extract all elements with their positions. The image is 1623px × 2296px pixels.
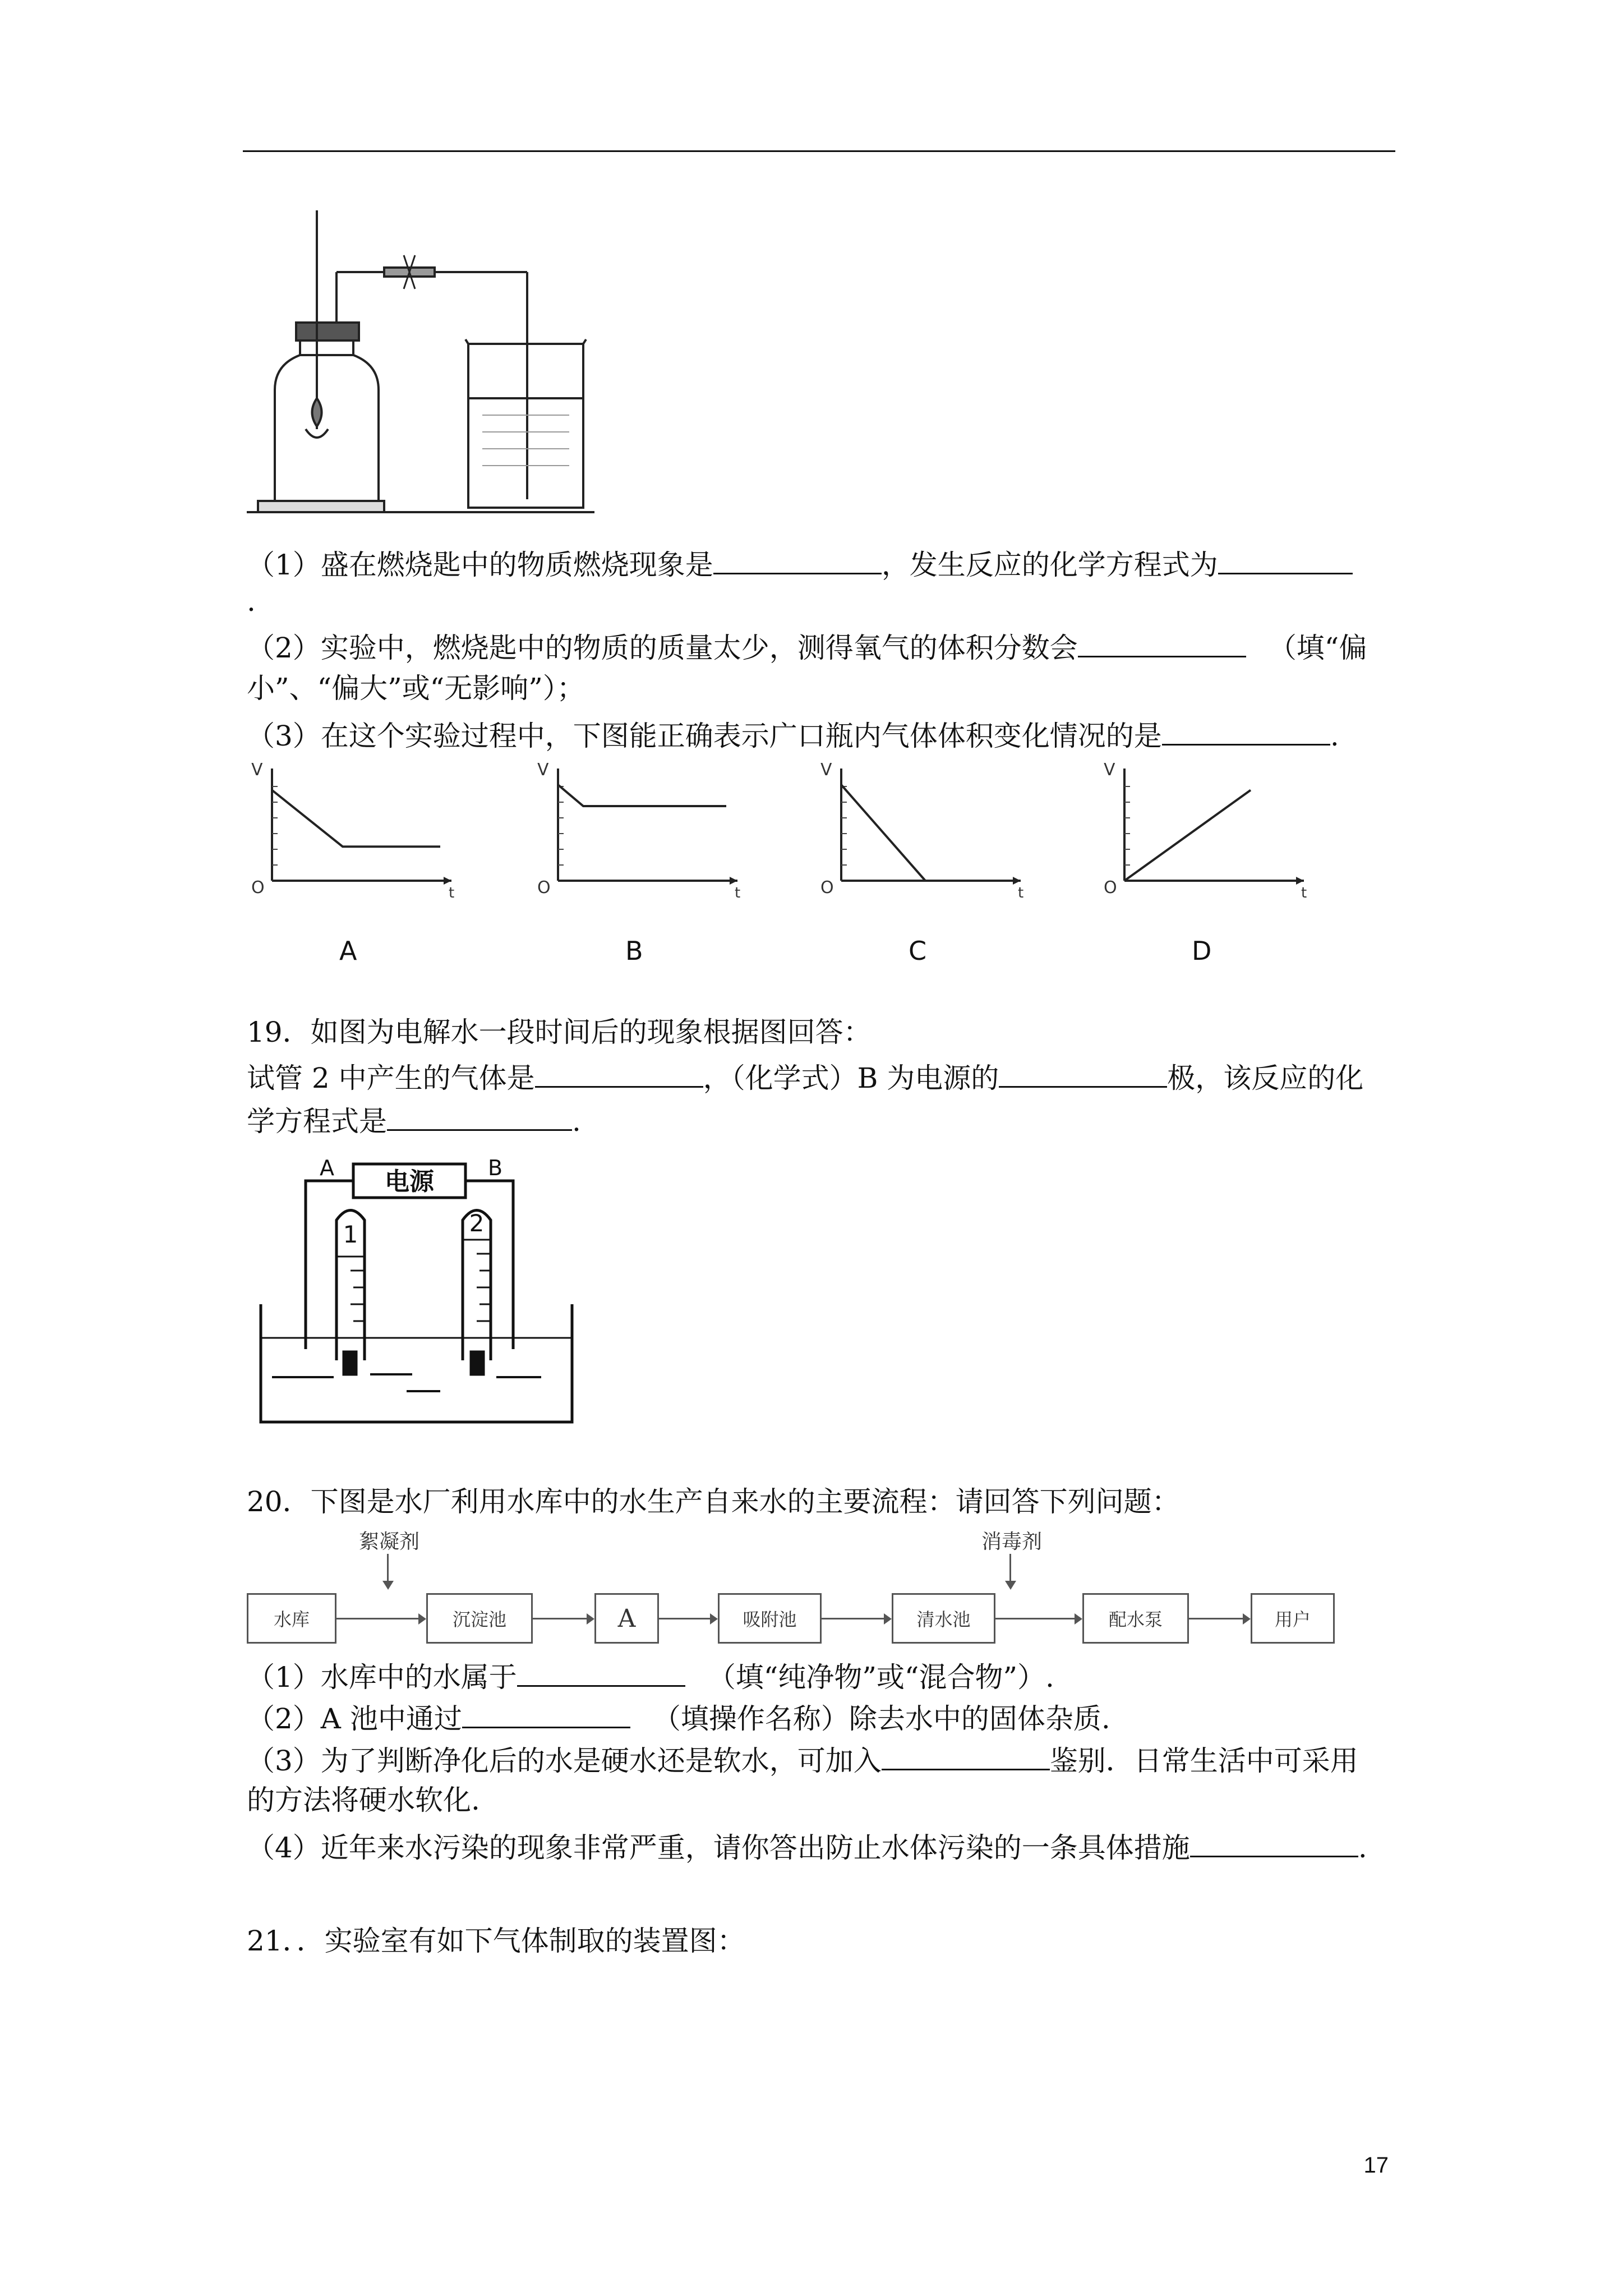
q20-p1-blank[interactable] — [517, 1660, 685, 1687]
q18-p2-text-b: （填“偏 — [1268, 632, 1367, 664]
flow-box-6: 用户 — [1251, 1593, 1335, 1644]
page-number: 17 — [1363, 2153, 1389, 2178]
q20-p2-text-a: （2）A 池中通过 — [247, 1703, 462, 1735]
series-line — [558, 785, 726, 806]
electrolysis-figure — [250, 1158, 586, 1433]
flow-arrow — [995, 1618, 1076, 1619]
q18-p1-blank-2[interactable] — [1218, 548, 1353, 574]
water-treatment-flow — [247, 1526, 1368, 1649]
q18-p3-text-b: . — [1330, 720, 1339, 752]
flow-agent-arrow-head — [1005, 1581, 1016, 1590]
origin-label: O — [537, 878, 551, 898]
power-label: 电源 — [385, 1167, 434, 1196]
q20-p2-blank[interactable] — [462, 1702, 630, 1728]
flow-arrow-head — [1075, 1613, 1082, 1625]
q20-part3 — [247, 1743, 1402, 1779]
chart-label-A: A — [339, 936, 357, 966]
q19-text-3b: . — [572, 1105, 581, 1138]
q20-p3-text-a: （3）为了判断净化后的水是硬水还是软水，可加入 — [247, 1745, 882, 1777]
q20-part4 — [247, 1830, 1402, 1866]
q18-p2-text-a: （2）实验中，燃烧匙中的物质的质量太少，测得氧气的体积分数会 — [247, 632, 1078, 664]
q20-p4-text-b: . — [1358, 1832, 1367, 1864]
y-axis-label: V — [820, 763, 832, 780]
q19-line2 — [247, 1060, 1402, 1096]
q20-text-1: 20．下图是水厂利用水库中的水生产自来水的主要流程：请回答下列问题： — [247, 1485, 1180, 1518]
q18-part1-end — [247, 583, 1402, 619]
flow-arrow — [659, 1618, 711, 1619]
terminal-a-label: A — [320, 1158, 334, 1180]
flow-arrow-head — [710, 1613, 718, 1625]
rubber-stopper — [296, 323, 359, 341]
x-axis-label: t — [449, 885, 455, 901]
q20-p1-text-a: （1）水库中的水属于 — [247, 1661, 517, 1694]
q19-line1 — [247, 1014, 1402, 1050]
water-trough — [261, 1304, 572, 1422]
combustion-spoon — [306, 429, 328, 438]
q19-blank-3[interactable] — [387, 1105, 572, 1131]
flow-arrow — [533, 1618, 588, 1619]
x-axis-arrow — [730, 877, 737, 885]
x-axis-arrow — [444, 877, 451, 885]
chart-D — [1099, 763, 1312, 903]
flow-arrow-head — [1243, 1613, 1251, 1625]
x-axis-label: t — [735, 885, 741, 901]
flow-box-0: 水库 — [247, 1593, 336, 1644]
q19-text-2b: ，（化学式）B 为电源的 — [703, 1062, 999, 1094]
q18-p1-text-c: . — [247, 585, 256, 618]
chart-A — [247, 763, 460, 903]
y-axis-label: V — [537, 763, 549, 780]
tube-2-label: 2 — [469, 1209, 485, 1237]
origin-label: O — [820, 878, 834, 898]
flow-arrow — [822, 1618, 885, 1619]
chart-label-D: D — [1192, 936, 1212, 966]
flow-agent-label-1: 絮凝剂 — [359, 1530, 420, 1553]
chart-label-B: B — [625, 936, 643, 966]
flow-arrow-head — [884, 1613, 892, 1625]
q20-p4-blank[interactable] — [1190, 1831, 1358, 1857]
q18-p3-text-a: （3）在这个实验过程中，下图能正确表示广口瓶内气体体积变化情况的是 — [247, 720, 1162, 752]
x-axis-arrow — [1013, 877, 1021, 885]
q20-part1 — [247, 1659, 1402, 1695]
q19-text-1: 19．如图为电解水一段时间后的现象根据图回答： — [247, 1016, 872, 1048]
q20-part2 — [247, 1701, 1402, 1737]
q20-part3-cont — [247, 1782, 1402, 1818]
q21-line1 — [247, 1923, 1402, 1959]
q20-p3-blank[interactable] — [882, 1744, 1050, 1770]
q18-p3-blank[interactable] — [1162, 719, 1330, 746]
q18-p1-text-b: ，发生反应的化学方程式为 — [881, 549, 1218, 581]
chart-label-C: C — [909, 936, 927, 966]
q18-part1 — [247, 547, 1402, 583]
q20-p3-text-b: 鉴别．日常生活中可采用 — [1049, 1745, 1358, 1777]
flow-arrow-head — [418, 1613, 426, 1625]
wide-mouth-bottle — [275, 339, 379, 501]
y-axis-label: V — [1104, 763, 1115, 780]
flow-arrow-head — [587, 1613, 594, 1625]
header-rule — [243, 150, 1395, 152]
flow-agent-label-2: 消毒剂 — [981, 1530, 1043, 1553]
flow-agent-arrow — [387, 1554, 389, 1582]
q19-text-2a: 试管 2 中产生的气体是 — [247, 1062, 535, 1094]
origin-label: O — [251, 878, 265, 898]
flow-agent-arrow-head — [382, 1581, 394, 1590]
electrode-2 — [471, 1352, 483, 1374]
q19-blank-2[interactable] — [999, 1061, 1167, 1088]
flow-arrow — [1189, 1618, 1244, 1619]
q18-part3 — [247, 718, 1402, 754]
flow-box-1: 沉淀池 — [426, 1593, 533, 1644]
q19-blank-1[interactable] — [535, 1061, 703, 1088]
y-axis-label: V — [251, 763, 263, 780]
flow-box-2: A — [594, 1593, 659, 1644]
terminal-b-label: B — [488, 1158, 503, 1180]
q19-text-2c: 极，该反应的化 — [1167, 1062, 1364, 1094]
q20-line1 — [247, 1484, 1402, 1520]
chart-B — [533, 763, 746, 903]
x-axis-label: t — [1301, 885, 1307, 901]
flame — [312, 398, 322, 426]
q19-text-3a: 学方程式是 — [247, 1105, 387, 1138]
q20-p3-text-c: 的方法将硬水软化. — [247, 1784, 480, 1816]
x-axis-arrow — [1296, 877, 1304, 885]
q21-text-1: 21．．实验室有如下气体制取的装置图： — [247, 1925, 745, 1957]
stand-base — [258, 501, 384, 512]
x-axis-label: t — [1018, 885, 1024, 901]
flow-box-4: 清水池 — [892, 1593, 995, 1644]
series-line — [841, 785, 925, 881]
tube-1-label: 1 — [343, 1221, 358, 1248]
series-line — [272, 790, 440, 847]
q18-p1-text-a: （1）盛在燃烧匙中的物质燃烧现象是 — [247, 549, 713, 581]
q18-p2-text-c: 小”、“偏大”或“无影响”）； — [247, 672, 585, 705]
combustion-apparatus-figure — [247, 205, 606, 530]
chart-C — [816, 763, 1029, 903]
flow-agent-arrow — [1009, 1554, 1011, 1582]
q18-p1-blank-1[interactable] — [713, 548, 882, 574]
q20-p4-text-a: （4）近年来水污染的现象非常严重，请你答出防止水体污染的一条具体措施 — [247, 1832, 1190, 1864]
beaker — [465, 339, 586, 508]
q19-line3 — [247, 1103, 1402, 1139]
flow-arrow — [336, 1618, 419, 1619]
q18-p2-blank[interactable] — [1078, 631, 1246, 657]
q20-p1-text-b: （填“纯净物”或“混合物”）. — [707, 1661, 1054, 1694]
q18-part2 — [247, 630, 1402, 666]
q20-p2-text-b: （填操作名称）除去水中的固体杂质. — [652, 1703, 1110, 1735]
flow-box-5: 配水泵 — [1082, 1593, 1189, 1644]
series-line — [1124, 790, 1251, 881]
q18-part2-cont — [247, 670, 1402, 706]
flow-box-3: 吸附池 — [718, 1593, 822, 1644]
origin-label: O — [1104, 878, 1117, 898]
electrode-1 — [344, 1352, 356, 1374]
